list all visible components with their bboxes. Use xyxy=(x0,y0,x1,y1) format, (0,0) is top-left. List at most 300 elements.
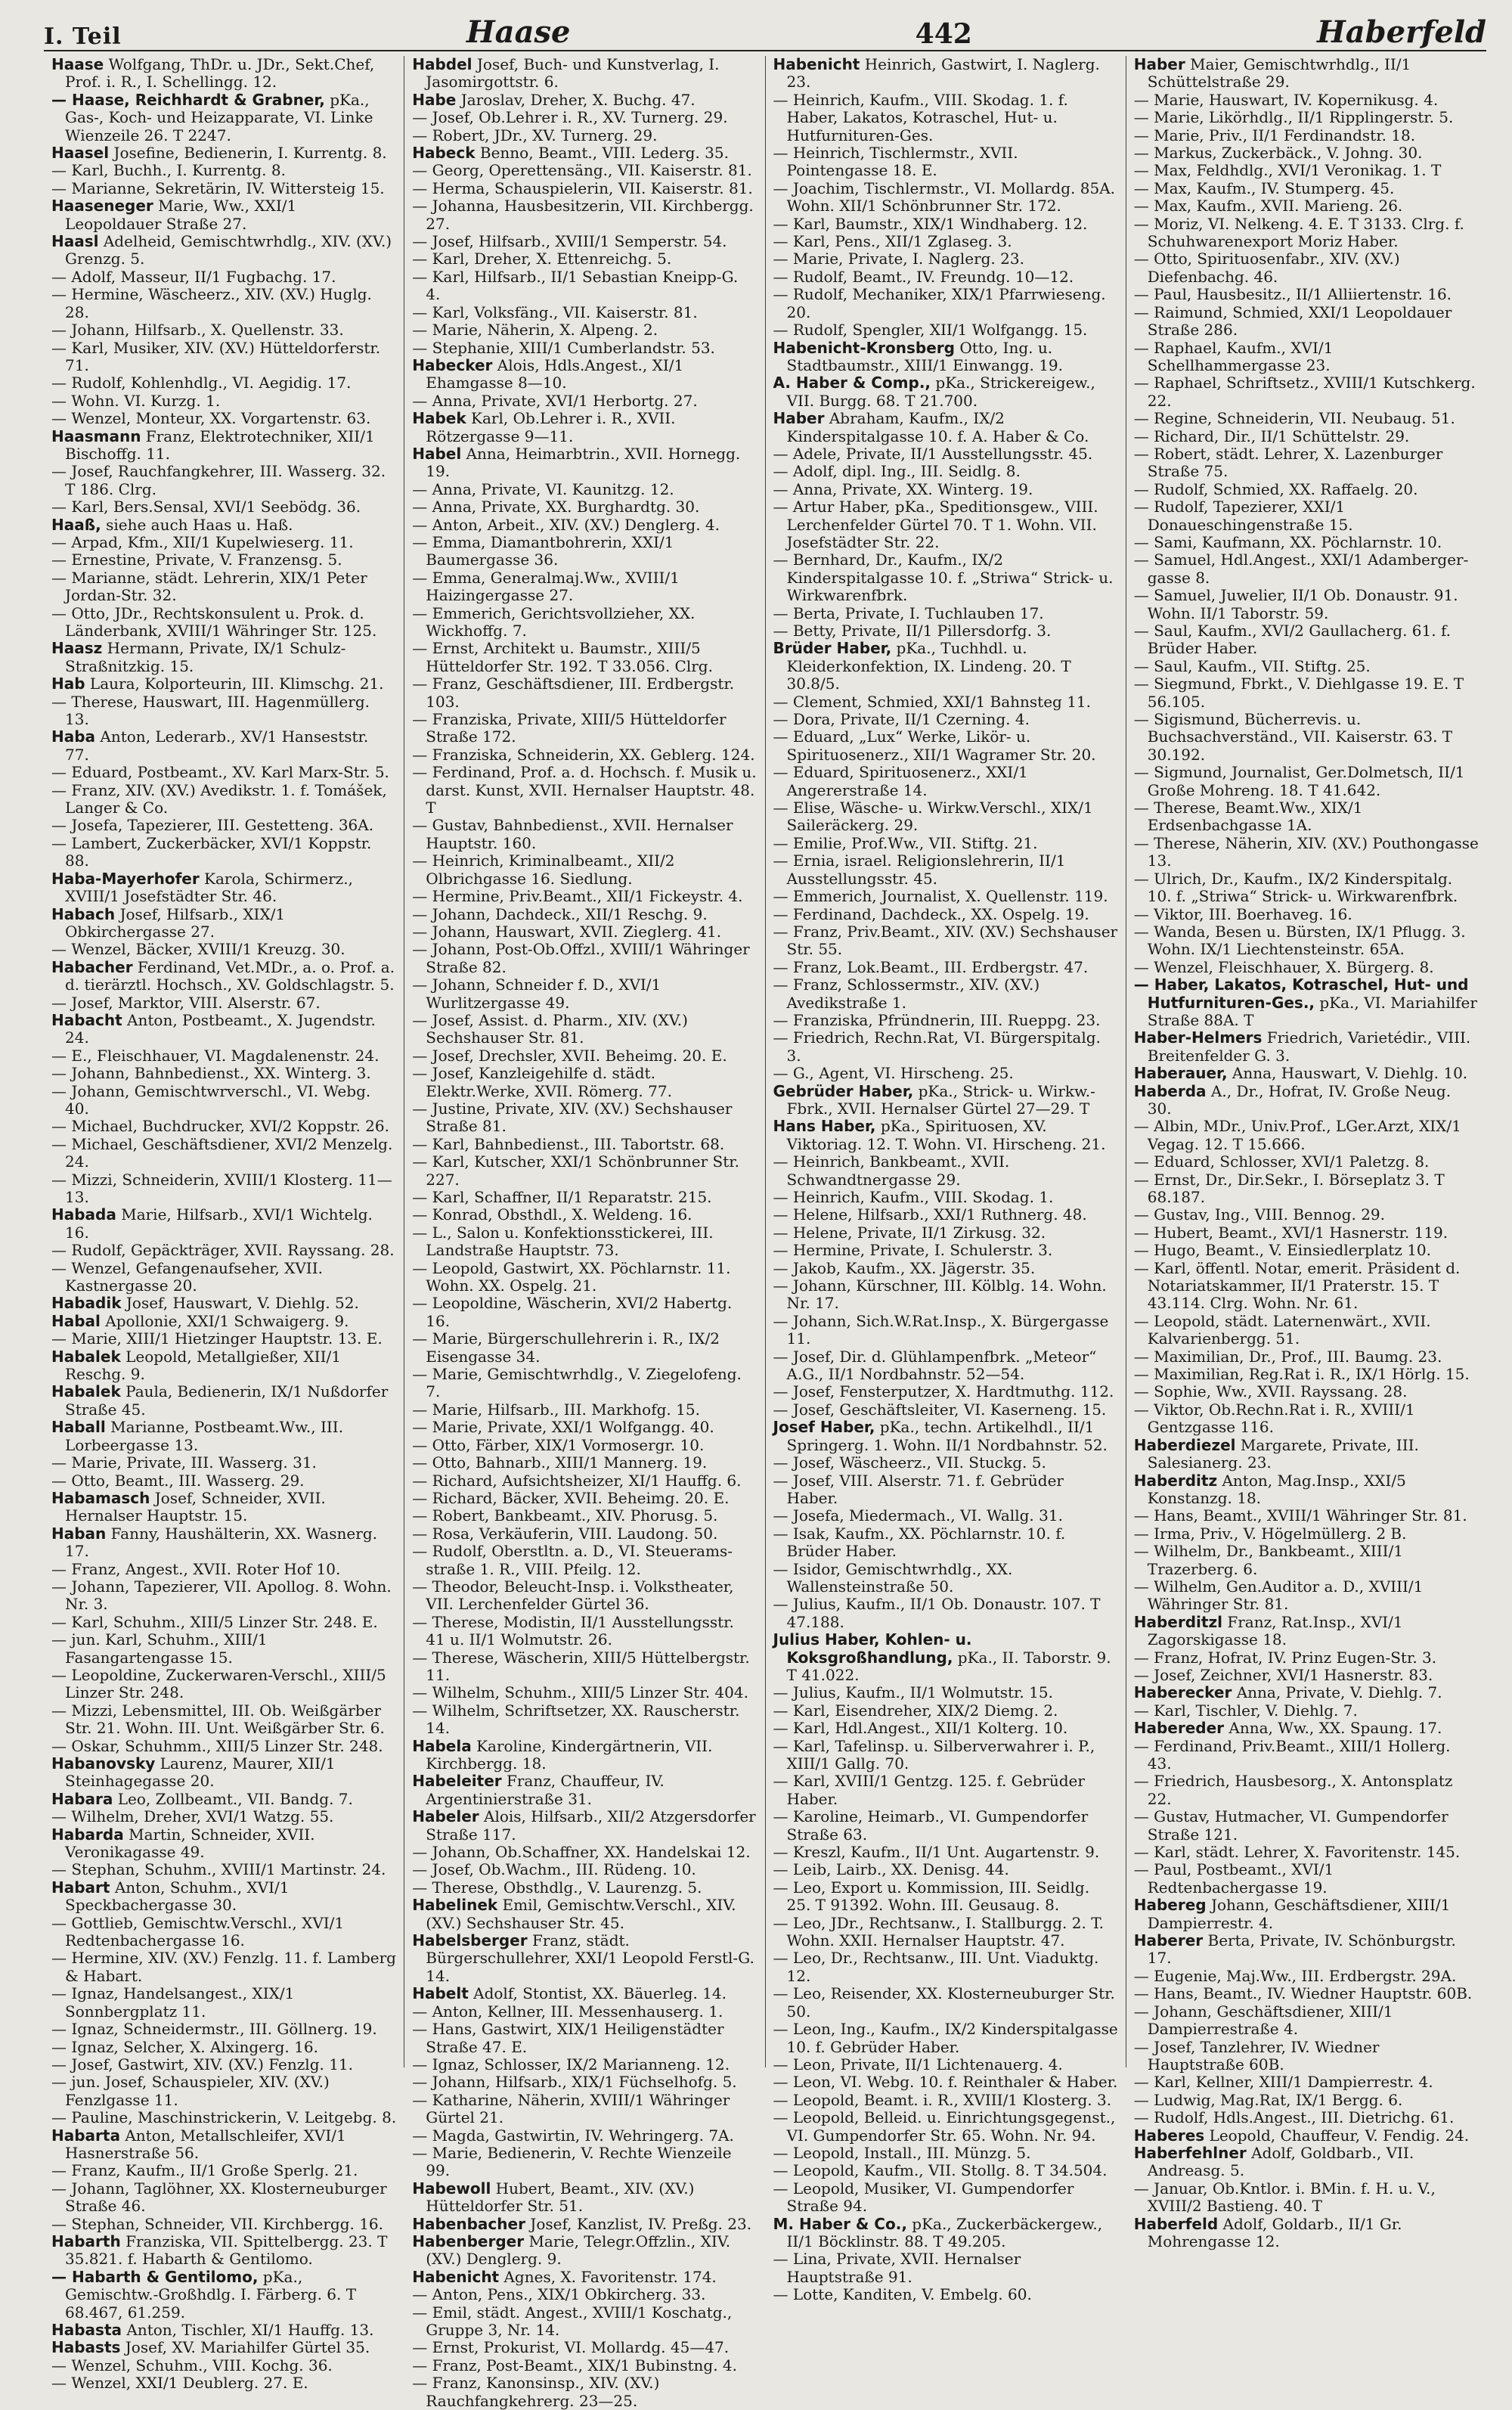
directory-entry xyxy=(51,2127,396,2163)
entry-details: — Therese, Modistin, II/1 Ausstellungsstr. 41 u. II/1 Wolmutstr. 26. xyxy=(412,1612,734,1649)
entry-details: — Sophie, Ww., XVII. Rayssang. 28. xyxy=(1133,1382,1408,1401)
entry-details: Anna, Heimarbtrin., XVII. Hornegg. 19. xyxy=(426,444,741,481)
entry-details: — Wenzel, Gefangenaufseher, XVII. Kastnergasse 20. xyxy=(51,1258,323,1295)
directory-entry xyxy=(773,959,1118,976)
directory-entry xyxy=(412,144,757,162)
entry-details: — Wilhelm, Gen.Auditor a. D., XVIII/1 Währinger Str. 81. xyxy=(1133,1577,1424,1614)
entry-details: Leopold, Chauffeur, V. Fendig. 24. xyxy=(1204,2126,1470,2145)
directory-entry xyxy=(1134,481,1479,498)
directory-entry xyxy=(773,711,1118,728)
entry-details: Adolf, Goldarb., II/1 Gr. Mohrengasse 12. xyxy=(1147,2214,1402,2250)
directory-entry xyxy=(412,180,757,197)
entry-details: — Eugenie, Maj.Ww., III. Erdbergstr. 29A. xyxy=(1133,1966,1457,1985)
entry-details: — Kreszl, Kaufm., II/1 Unt. Augartenstr. 9. xyxy=(773,1843,1100,1862)
entry-surname: Habamasch xyxy=(51,1488,150,1507)
directory-entry xyxy=(1134,1578,1479,1614)
right-keyword: Haberfeld xyxy=(1316,14,1486,50)
entry-surname: Habelinek xyxy=(412,1896,498,1915)
directory-entry xyxy=(51,233,396,268)
directory-entry xyxy=(1134,534,1479,551)
directory-entry xyxy=(51,2339,396,2356)
directory-entry xyxy=(51,782,396,817)
directory-entry xyxy=(51,2233,396,2269)
directory-entry xyxy=(412,1260,757,1295)
directory-entry xyxy=(1134,1383,1479,1400)
entry-details: — Viktor, III. Boerhaveg. 16. xyxy=(1133,904,1352,923)
entry-details: — Johann, Tapezierer, VII. Apollog. 8. Wohn. Nr. 3. xyxy=(51,1577,392,1614)
entry-surname: Habalek xyxy=(51,1347,121,1366)
entry-surname: Haasel xyxy=(51,144,110,163)
entry-details: — Saul, Kaufm., VII. Stiftg. 25. xyxy=(1133,656,1371,675)
entry-details: — Therese, Beamt.Ww., XIX/1 Erdsenbachgasse 1A. xyxy=(1133,799,1363,835)
entry-details: — Richard, Bäcker, XVII. Beheimg. 20. E. xyxy=(412,1488,730,1507)
entry-details: — Therese, Obsthdlg., V. Laurenzg. 5. xyxy=(412,1878,702,1897)
directory-entry xyxy=(1134,1437,1479,1472)
directory-entry xyxy=(412,1861,757,1878)
entry-details: — Max, Kaufm., XVII. Marieng. 26. xyxy=(1133,197,1403,216)
directory-entry xyxy=(773,321,1118,339)
directory-entry xyxy=(1134,1861,1479,1897)
directory-entry xyxy=(51,1242,396,1259)
entry-details: — Rudolf, Oberstltn. a. D., VI. Steuerams-straße 1. R., VIII. Pfeilg. 12. xyxy=(412,1542,733,1578)
directory-entry xyxy=(773,1720,1118,1737)
entry-surname: Julius Haber, Kohlen- u. Koksgroßhandlung, xyxy=(773,1630,972,1667)
directory-entry xyxy=(412,1614,757,1649)
directory-entry xyxy=(51,1490,396,1525)
directory-entry xyxy=(1134,1525,1479,1543)
directory-entry xyxy=(51,268,396,286)
directory-column-2 xyxy=(404,55,765,2410)
directory-entry xyxy=(51,1419,396,1454)
entry-details: — Franz, XIV. (XV.) Avedikstr. 1. f. Tomášek, Langer & Co. xyxy=(51,780,387,817)
directory-entry xyxy=(1134,1224,1479,1242)
directory-entry xyxy=(412,2216,757,2233)
entry-details: Paula, Bedienerin, IX/1 Nußdorfer Straße 45. xyxy=(65,1382,389,1419)
directory-entry xyxy=(773,1189,1118,1206)
entry-details: — Emil, städt. Angest., XVIII/1 Koschatg., Gruppe 3, Nr. 14. xyxy=(412,2303,733,2339)
directory-entry xyxy=(773,2073,1118,2091)
directory-entry xyxy=(51,959,396,994)
directory-entry xyxy=(773,233,1118,250)
directory-entry xyxy=(773,2021,1118,2056)
entry-details: — Lina, Private, XVII. Hernalser Hauptstraße 91. xyxy=(773,2250,1021,2286)
entry-details: siehe auch Haas u. Haß. xyxy=(101,515,293,534)
directory-entry xyxy=(773,693,1118,711)
directory-entry xyxy=(1134,1313,1479,1348)
entry-details: — Rudolf, Kohlenhdlg., VI. Aegidig. 17. xyxy=(51,374,352,392)
directory-entry xyxy=(51,1136,396,1171)
entry-surname: — Haber, Lakatos, Kotraschel, Hut- und Hutfurnituren-Ges., xyxy=(1133,975,1469,1012)
directory-entry xyxy=(773,728,1118,764)
entry-details: Maier, Gemischtwrhdlg., II/1 Schüttelstraße 29. xyxy=(1147,55,1411,91)
directory-entry xyxy=(1134,1667,1479,1684)
entry-details: — Ulrich, Dr., Kaufm., IX/2 Kinderspitalg. 10. f. „Striwa“ Strick- u. Wirkwarenfbrk. xyxy=(1133,869,1458,906)
entry-details: — Heinrich, Kriminalbeamt., XII/2 Olbrichgasse 16. Siedlung. xyxy=(412,851,675,888)
entry-surname: Haber xyxy=(773,409,825,428)
entry-details: — Josef, Gastwirt, XIV. (XV.) Fenzlg. 11. xyxy=(51,2055,354,2073)
directory-entry xyxy=(1134,622,1479,658)
directory-entry xyxy=(1134,675,1479,711)
entry-details: Laurenz, Maurer, XII/1 Steinhagegasse 20. xyxy=(65,1754,336,1791)
directory-entry xyxy=(773,1383,1118,1400)
entry-details: — Johann, Dachdeck., XII/1 Reschg. 9. xyxy=(412,904,708,923)
entry-details: — Josef, Geschäftsleiter, VI. Kaserneng. 15. xyxy=(773,1400,1107,1419)
entry-surname: Habal xyxy=(51,1311,101,1330)
entry-details: — Marie, Likörhdlg., II/1 Ripplingerstr. 5. xyxy=(1133,108,1454,127)
entry-details: — Hans, Gastwirt, XIX/1 Heiligenstädter Straße 47. E. xyxy=(412,2020,724,2056)
entry-surname: Haaß, xyxy=(51,515,101,534)
entry-details: Leo, Zollbeamt., VII. Bandg. 7. xyxy=(113,1789,353,1808)
entry-details: Fanny, Haushälterin, XX. Wasnerg. 17. xyxy=(65,1524,377,1561)
entry-details: — Herma, Schauspielerin, VII. Kaiserstr. 81. xyxy=(412,178,753,197)
directory-entry xyxy=(412,392,757,410)
entry-details: — Leon, Ing., Kaufm., IX/2 Kinderspitalgasse 10. f. Gebrüder Haber. xyxy=(773,2020,1118,2056)
entry-details: Josef, Hilfsarb., XIX/1 Obkirchergasse 27. xyxy=(65,904,286,941)
directory-entry xyxy=(773,1206,1118,1224)
entry-details: Adolf, Goldbarb., VII. Andreasg. 5. xyxy=(1147,2143,1414,2180)
directory-entry xyxy=(773,463,1118,480)
entry-details: — Emmerich, Journalist, X. Quellenstr. 119. xyxy=(773,887,1108,906)
directory-entry xyxy=(412,534,757,569)
directory-entry xyxy=(773,1029,1118,1065)
directory-entry xyxy=(1134,2092,1479,2109)
entry-details: — Sigmund, Journalist, Ger.Dolmetsch, II/1 Große Mohreng. 18. T 41.642. xyxy=(1133,763,1465,799)
entry-surname: Haba xyxy=(51,727,96,746)
entry-details: — Josefa, Tapezierer, III. Gestetteng. 36A. xyxy=(51,816,374,835)
entry-details: — Johanna, Hausbesitzerin, VII. Kirchbergg. 27. xyxy=(412,197,754,233)
entry-details: — Josef, Dir. d. Glühlampenfbrk. „Meteor“ A.G., II/1 Nordbahnstr. 52—54. xyxy=(773,1347,1097,1384)
directory-entry xyxy=(412,2374,757,2410)
directory-entry xyxy=(412,2233,757,2269)
entry-details: — Katharine, Näherin, XVIII/1 Währinger Gürtel 21. xyxy=(412,2090,730,2127)
directory-entry xyxy=(773,622,1118,640)
entry-details: — Moriz, VI. Nelkeng. 4. E. T 3133. Clrg. f. Schuhwarenexport Moriz Haber. xyxy=(1133,214,1464,251)
directory-entry xyxy=(412,1543,757,1578)
entry-details: — Karl, Buchh., I. Kurrentg. 8. xyxy=(51,161,286,180)
entry-details: — Adolf, Masseur, II/1 Fugbachg. 17. xyxy=(51,267,336,286)
entry-details: Karoline, Kindergärtnerin, VII. Kirchbergg. 18. xyxy=(426,1736,713,1773)
directory-entry xyxy=(1134,976,1479,1029)
entry-details: — Stephanie, XIII/1 Cumberlandstr. 53. xyxy=(412,338,715,357)
entry-details: — Franz, Angest., XVII. Roter Hof 10. xyxy=(51,1559,341,1578)
directory-entry xyxy=(1134,1206,1479,1224)
entry-details: — Maximilian, Dr., Prof., III. Baumg. 23. xyxy=(1133,1347,1442,1366)
entry-details: — Otto, JDr., Rechtskonsulent u. Prok. d. Länderbank, XVIII/1 Währinger Str. 125. xyxy=(51,603,377,640)
entry-surname: Haban xyxy=(51,1524,107,1543)
directory-entry xyxy=(773,1153,1118,1189)
entry-details: — Stephan, Schneider, VII. Kirchbergg. 16. xyxy=(51,2214,384,2233)
entry-details: — Artur Haber, pKa., Speditionsgew., VIII. Lerchenfelder Gürtel 70. T 1. Wohn. VII. Josefstädter Str. 22. xyxy=(773,498,1098,551)
page-number: 442 xyxy=(915,18,972,50)
entry-details: Agnes, X. Favoritenstr. 174. xyxy=(499,2267,717,2286)
entry-details: — Karl, Hilfsarb., II/1 Sebastian Kneipp-G. 4. xyxy=(412,267,739,304)
entry-details: — Franziska, Pfründnerin, III. Rueppg. 23. xyxy=(773,1010,1101,1029)
entry-details: — Josef, Zeichner, XVI/1 Hasnerstr. 83. xyxy=(1133,1665,1433,1684)
entry-details: pKa., VI. Mariahilfer Straße 88A. T xyxy=(1147,993,1477,1029)
directory-entry xyxy=(1134,127,1479,144)
entry-details: Franziska, VII. Spittelbergg. 23. T 35.821. f. Habarth & Gentilomo. xyxy=(65,2232,388,2269)
directory-entry xyxy=(51,2056,396,2073)
directory-entry xyxy=(1134,1083,1479,1118)
directory-entry xyxy=(1134,1260,1479,1313)
entry-surname: Haba-Mayerhofer xyxy=(51,869,200,888)
entry-details: — Karl, öffentl. Notar, emerit. Präsident d. Notariatskammer, II/1 Praterstr. 15. T 43.114. Clrg. Wohn. Nr. 61. xyxy=(1133,1258,1461,1313)
directory-entry xyxy=(51,1755,396,1791)
entry-surname: Habacht xyxy=(51,1010,122,1029)
directory-entry xyxy=(1134,711,1479,764)
directory-entry xyxy=(51,941,396,958)
directory-entry xyxy=(773,835,1118,852)
directory-entry xyxy=(51,463,396,498)
entry-details: — Karl, Eisendreher, XIX/2 Diemg. 2. xyxy=(773,1701,1058,1720)
entry-surname: Habek xyxy=(412,409,466,428)
directory-entry xyxy=(1134,2145,1479,2180)
directory-entry xyxy=(773,1012,1118,1029)
directory-entry xyxy=(51,1631,396,1667)
entry-details: Karl, Ob.Lehrer i. R., XVII. Rötzergasse 9—11. xyxy=(426,409,676,445)
directory-entry xyxy=(773,2145,1118,2162)
entry-surname: Haberes xyxy=(1133,2126,1205,2145)
directory-entry xyxy=(412,340,757,357)
entry-details: — Karl, Kellner, XIII/1 Dampierrestr. 4. xyxy=(1133,2073,1433,2092)
directory-entry xyxy=(51,994,396,1012)
directory-entry xyxy=(412,2357,757,2374)
directory-entry xyxy=(51,1826,396,1862)
directory-entry xyxy=(412,1932,757,1985)
directory-entry xyxy=(51,2322,396,2339)
entry-details: — Stephan, Schuhm., XVIII/1 Martinstr. 24. xyxy=(51,1860,386,1879)
directory-entry xyxy=(412,162,757,179)
directory-entry xyxy=(1134,498,1479,534)
directory-entry xyxy=(1134,445,1479,481)
entry-surname: Brüder Haber, xyxy=(773,639,892,658)
directory-entry xyxy=(773,481,1118,498)
directory-entry xyxy=(773,1224,1118,1242)
entry-details: pKa., Strickereigew., VII. Burgg. 68. T 21.700. xyxy=(786,374,1095,410)
entry-details: — Theodor, Beleucht-Insp. i. Volkstheater, VII. Lerchenfelder Gürtel 36. xyxy=(412,1577,734,1614)
entry-details: — Franz, Lok.Beamt., III. Erdbergstr. 47. xyxy=(773,957,1089,976)
entry-surname: Habanovsky xyxy=(51,1754,156,1773)
entry-details: — Isak, Kaufm., XX. Pöchlarnstr. 10. f. Brüder Haber. xyxy=(773,1524,1066,1561)
directory-entry xyxy=(412,1879,757,1897)
entry-details: Josef, Kanzlist, IV. Preßg. 23. xyxy=(525,2214,752,2233)
directory-entry xyxy=(51,2039,396,2056)
entry-details: — Leon, Private, II/1 Lichtenauerg. 4. xyxy=(773,2055,1063,2073)
directory-entry xyxy=(51,1561,396,1578)
directory-entry xyxy=(412,1738,757,1773)
entry-details: — Josef, Assist. d. Pharm., XIV. (XV.) Sechshauser Str. 81. xyxy=(412,1010,688,1047)
entry-details: — Leo, Reisender, XX. Klosterneuburger Str. 50. xyxy=(773,1984,1115,2021)
directory-entry xyxy=(51,392,396,410)
directory-entry xyxy=(1134,551,1479,587)
directory-entry xyxy=(51,2021,396,2038)
directory-entry xyxy=(51,1206,396,1242)
entry-surname: Habewoll xyxy=(412,2179,491,2198)
entry-details: — Anton, Pens., XIX/1 Obkircherg. 33. xyxy=(412,2285,706,2304)
directory-entry xyxy=(1134,1242,1479,1259)
entry-details: — Josef, Hilfsarb., XVIII/1 Semperstr. 54. xyxy=(412,232,727,251)
directory-entry xyxy=(412,605,757,640)
entry-details: — Leo, Dr., Rechtsanw., III. Unt. Viaduktg. 12. xyxy=(773,1949,1099,1985)
entry-details: — Hermine, XIV. (XV.) Fenzlg. 11. f. Lamberg & Habart. xyxy=(51,1949,396,1985)
directory-entry xyxy=(1134,1702,1479,1720)
entry-details: Leopold, Metallgießer, XII/1 Reschg. 9. xyxy=(65,1347,341,1384)
entry-details: — Josef, Ob.Wachm., III. Rüdeng. 10. xyxy=(412,1860,696,1879)
entry-details: pKa., Tuchhdl. u. Kleiderkonfektion, IX. Lindeng. 20. T 30.8/5. xyxy=(786,639,1071,693)
directory-entry xyxy=(412,2127,757,2145)
directory-entry xyxy=(773,551,1118,604)
directory-entry xyxy=(1134,2109,1479,2126)
directory-entry xyxy=(51,1083,396,1118)
entry-details: — Marianne, Sekretärin, IV. Wittersteig 15. xyxy=(51,178,385,197)
entry-details: Karola, Schirmerz., XVIII/1 Josefstädter Str. 46. xyxy=(65,869,353,906)
entry-details: — Leopoldine, Zuckerwaren-Verschl., XIII/5 Linzer Str. 248. xyxy=(51,1665,386,1702)
directory-entry xyxy=(51,906,396,941)
directory-entry xyxy=(773,1596,1118,1631)
entry-details: — Johann, Post-Ob.Offzl., XVIII/1 Währinger Straße 82. xyxy=(412,940,750,976)
directory-entry xyxy=(412,1153,757,1189)
directory-entry xyxy=(773,1861,1118,1878)
entry-details: — Rosa, Verkäuferin, VIII. Laudong. 50. xyxy=(412,1524,718,1543)
entry-details: Josef, XV. Mariahilfer Gürtel 35. xyxy=(120,2338,370,2357)
entry-details: — Bernhard, Dr., Kaufm., IX/2 Kinderspitalgasse 10. f. „Striwa“ Strick- u. Wirkwarenfbrk. xyxy=(773,551,1114,605)
directory-entry xyxy=(773,1419,1118,1454)
entry-details: — Gustav, Bahnbedienst., XVII. Hernalser Hauptstr. 160. xyxy=(412,816,733,852)
entry-details: — Konrad, Obsthdl., X. Weldeng. 16. xyxy=(412,1205,692,1224)
directory-entry xyxy=(51,1454,396,1472)
entry-details: — Markus, Zuckerbäck., V. Johng. 30. xyxy=(1133,144,1423,163)
directory-entry xyxy=(412,675,757,711)
directory-entry xyxy=(51,498,396,516)
entry-surname: Habenicht xyxy=(773,55,860,73)
directory-column-4 xyxy=(1126,55,1486,2250)
directory-entry xyxy=(51,1791,396,1808)
directory-entry xyxy=(51,1260,396,1295)
entry-details: — Marie, Gemischtwrhdlg., V. Ziegelofeng. 7. xyxy=(412,1365,742,1401)
left-keyword: Haase xyxy=(466,14,571,50)
directory-entry xyxy=(773,1844,1118,1861)
part-label: I. Teil xyxy=(44,23,122,50)
directory-entry xyxy=(773,1702,1118,1720)
directory-entry xyxy=(51,1047,396,1065)
entry-details: — Johann, Gemischtwrverschl., VI. Webg. 40. xyxy=(51,1081,371,1118)
directory-entry xyxy=(773,1348,1118,1384)
entry-details: Josefine, Bedienerin, I. Kurrentg. 8. xyxy=(109,144,387,163)
entry-details: — Johann, Taglöhner, XX. Klosterneuburger Straße 46. xyxy=(51,2179,387,2216)
entry-details: Otto, Ing. u. Stadtbaumstr., XIII/1 Einwangg. 19. xyxy=(786,338,1063,374)
entry-details: — Dora, Private, II/1 Czerning. 4. xyxy=(773,710,1030,729)
entry-details: — Leopold, Beamt. i. R., XVIII/1 Klosterg. 3. xyxy=(773,2090,1112,2109)
entry-details: — Anton, Arbeit., XIV. (XV.) Denglerg. 4. xyxy=(412,515,720,534)
entry-details: — Lotte, Kanditen, V. Embelg. 60. xyxy=(773,2285,1032,2304)
entry-details: — Karl, Schuhm., XIII/5 Linzer Str. 248. E. xyxy=(51,1612,378,1631)
entry-details: — Ignaz, Schneidermstr., III. Göllnerg. 19. xyxy=(51,2020,377,2039)
directory-entry xyxy=(51,2374,396,2392)
directory-entry xyxy=(412,923,757,941)
entry-surname: Haberauer, xyxy=(1133,1064,1228,1083)
directory-entry xyxy=(773,1738,1118,1773)
entry-details: — Marie, Private, III. Wasserg. 31. xyxy=(51,1453,317,1472)
entry-details: — Anna, Private, VI. Kaunitzg. 12. xyxy=(412,479,674,498)
directory-entry xyxy=(773,91,1118,144)
entry-details: — Wenzel, XXI/1 Deublerg. 27. E. xyxy=(51,2374,308,2393)
directory-entry xyxy=(51,2109,396,2126)
directory-entry xyxy=(412,1684,757,1701)
entry-details: — Gottlieb, Gemischtw.Verschl., XVI/1 Redtenbachergasse 16. xyxy=(51,1913,345,1950)
directory-entry xyxy=(1134,1720,1479,1737)
entry-details: — Heinrich, Kaufm., VIII. Skodag. 1. f. Haber, Lakatos, Kotraschel, Hut- u. Hutfurnituren-Ges. xyxy=(773,90,1068,144)
directory-entry xyxy=(1134,906,1479,923)
entry-details: — Marie, Näherin, X. Alpeng. 2. xyxy=(412,321,658,340)
directory-entry xyxy=(412,640,757,675)
directory-entry xyxy=(773,1507,1118,1524)
entry-details: Margarete, Private, III. Salesianerg. 23. xyxy=(1147,1435,1419,1472)
entry-details: Anton, Postbeamt., X. Jugendstr. 24. xyxy=(65,1010,376,1047)
directory-entry xyxy=(1134,1844,1479,1861)
entry-details: — Leo, Export u. Kommission, III. Seidlg. 25. T 91392. Wohn. III. Geusaug. 8. xyxy=(773,1878,1090,1915)
entry-details: — Siegmund, Fbrkt., V. Diehlgasse 19. E. T 56.105. xyxy=(1133,675,1464,711)
directory-entry xyxy=(1134,2073,1479,2091)
directory-entry xyxy=(1134,2216,1479,2251)
entry-details: — Emmerich, Gerichtsvollzieher, XX. Wickhoffg. 7. xyxy=(412,603,696,640)
entry-details: — Karl, Bers.Sensal, XVI/1 Seebödg. 36. xyxy=(51,498,361,516)
entry-surname: — Habarth & Gentilomo, xyxy=(51,2267,259,2286)
directory-entry xyxy=(412,906,757,923)
directory-entry xyxy=(1134,1614,1479,1649)
entry-details: — Wenzel, Schuhm., VIII. Kochg. 36. xyxy=(51,2356,333,2374)
entry-details: — Johann, Hilfsarb., X. Quellenstr. 33. xyxy=(51,321,344,340)
entry-details: — Karl, Musiker, XIV. (XV.) Hütteldorferstr. 71. xyxy=(51,338,381,374)
entry-details: — Anton, Kellner, III. Messenhauserg. 1. xyxy=(412,2002,723,2021)
directory-entry xyxy=(1134,286,1479,303)
entry-details: — Karl, Dreher, X. Ettenreichg. 5. xyxy=(412,250,672,268)
entry-details: — Emilie, Prof.Ww., VII. Stiftg. 21. xyxy=(773,833,1038,852)
entry-surname: Habe xyxy=(412,90,457,109)
entry-surname: Habada xyxy=(51,1205,116,1224)
entry-surname: Habacher xyxy=(51,957,133,976)
directory-entry xyxy=(51,2357,396,2374)
directory-entry xyxy=(773,180,1118,216)
entry-details: — Leopold, Install., III. Münzg. 5. xyxy=(773,2143,1031,2162)
entry-details: — Marie, Priv., II/1 Ferdinandstr. 18. xyxy=(1133,126,1416,144)
entry-details: Anna, Private, V. Diehlg. 7. xyxy=(1232,1683,1442,1702)
entry-surname: Habeler xyxy=(412,1807,479,1826)
directory-entry xyxy=(1134,1029,1479,1065)
directory-entry xyxy=(412,1136,757,1153)
directory-entry xyxy=(1134,1897,1479,1932)
directory-entry xyxy=(51,640,396,675)
directory-entry xyxy=(773,2216,1118,2251)
directory-entry xyxy=(51,605,396,640)
directory-entry xyxy=(773,1065,1118,1082)
entry-details: — L., Salon u. Konfektionsstickerei, III. Landstraße Hauptstr. 73. xyxy=(412,1223,714,1260)
entry-details: Franz, Elektrotechniker, XII/1 Bischoffg. 11. xyxy=(65,426,375,463)
entry-details: — Hubert, Beamt., XVI/1 Hasnerstr. 119. xyxy=(1133,1223,1448,1242)
directory-entry xyxy=(773,1401,1118,1419)
directory-entry xyxy=(773,2180,1118,2216)
directory-entry xyxy=(412,2056,757,2073)
entry-surname: Habel xyxy=(412,444,462,463)
directory-entry xyxy=(412,711,757,746)
entry-details: — Georg, Operettensäng., VII. Kaiserstr. 81. xyxy=(412,161,752,180)
directory-entry xyxy=(773,1949,1118,1985)
entry-details: Anton, Schuhm., XVI/1 Speckbachergasse 30. xyxy=(65,1878,290,1915)
entry-details: Benno, Beamt., VIII. Lederg. 35. xyxy=(475,144,729,163)
entry-details: Johann, Geschäftsdiener, XIII/1 Dampierrestr. 4. xyxy=(1147,1896,1451,1932)
directory-entry xyxy=(773,374,1118,410)
directory-entry xyxy=(1134,91,1479,109)
directory-entry xyxy=(1134,1401,1479,1437)
